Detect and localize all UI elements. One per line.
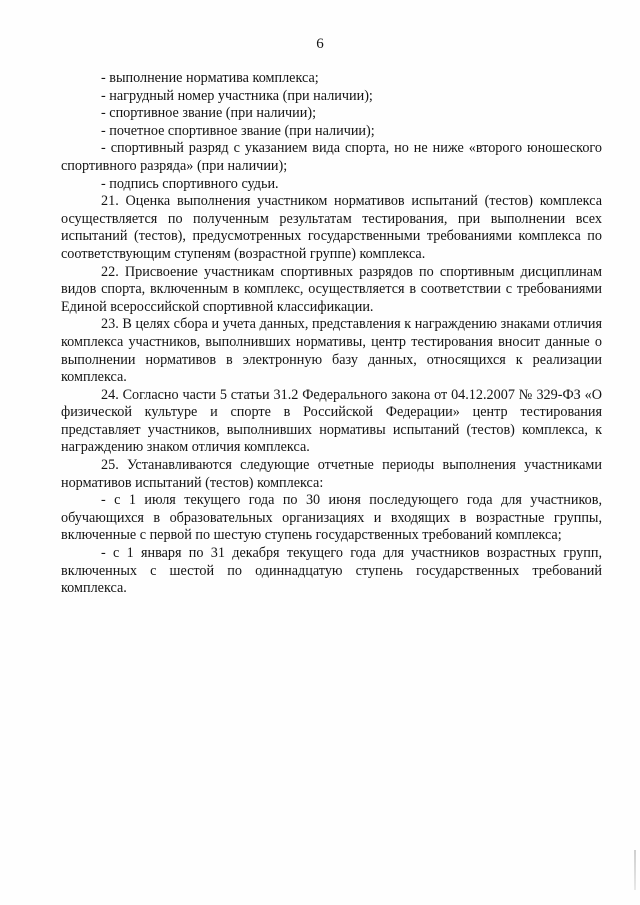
paragraph-21: 21. Оценка выполнения участником нормативов испытаний (тестов) комплекса осуществляется по полученным результатам тестирования, при выполнении всех испытаний (тестов), предусмотренных государственными требованиями комплекса по соответствующим ступеням (возрастной группе) комплекса. <box>61 193 602 262</box>
document-body <box>61 70 602 598</box>
scan-edge-mark <box>634 850 636 890</box>
page-number: 6 <box>316 36 324 52</box>
list-item-norm-completion: - выполнение норматива комплекса; <box>101 70 319 86</box>
paragraph-24: 24. Согласно части 5 статьи 31.2 Федерального закона от 04.12.2007 № 329-ФЗ «О физической культуре и спорте в Российской Федерации» центр тестирования представляет участников, выполнивших нормативы испытаний (тестов) комплекса, к награждению знаком отличия комплекса. <box>61 386 602 456</box>
list-item-sport-rank: - спортивный разряд с указанием вида спорта, но не ниже «второго юношеского спортивного разряда» (при наличии); <box>61 140 602 174</box>
list-item-judge-signature: - подпись спортивного судьи. <box>101 175 279 192</box>
list-item-sport-title: - спортивное звание (при наличии); <box>101 105 317 122</box>
list-item-period-first: - с 1 июля текущего года по 30 июня последующего года для участников, обучающихся в образовательных организациях и входящих в возрастные группы, включенные с первой по шестую ступень государственных требований комплекса; <box>61 492 602 544</box>
list-item-period-second: - с 1 января по 31 декабря текущего года для участников возрастных групп, включенных с шестой по одиннадцатую ступень государственных требований комплекса. <box>61 545 602 597</box>
paragraph-25: 25. Устанавливаются следующие отчетные периоды выполнения участниками нормативов испытаний (тестов) комплекса: <box>61 457 602 491</box>
list-item-bib-number: - нагрудный номер участника (при наличии); <box>101 87 373 104</box>
paragraph-22: 22. Присвоение участникам спортивных разрядов по спортивным дисциплинам видов спорта, включенным в комплекс, осуществляется в соответствии с требованиями Единой всероссийской спортивной классификации. <box>61 263 602 315</box>
list-item-honorary-title: - почетное спортивное звание (при наличии); <box>101 122 375 139</box>
paragraph-23: 23. В целях сбора и учета данных, представления к награждению знаками отличия комплекса участников, выполнивших нормативы, центр тестирования вносит данные о выполнении нормативов в электронную базу данных, относящихся к реализации комплекса. <box>61 316 602 386</box>
